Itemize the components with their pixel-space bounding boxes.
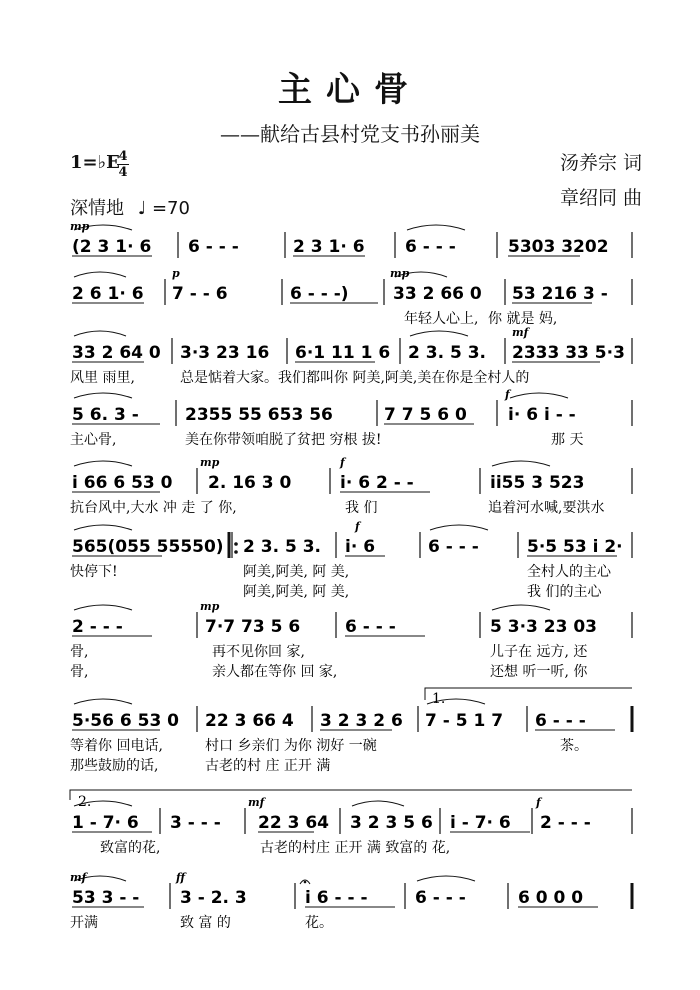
slur (452, 801, 510, 806)
lyric-line-2: 我 们的主心 (527, 584, 602, 600)
measure-notes: 3 2 3 2 6 (320, 711, 403, 731)
lyric-line-1: 古老的村庄 正开 满 致富的 花, (260, 840, 451, 856)
measure-notes: 5 6. 3 - (72, 405, 139, 425)
lyric-line-1: 开满 (70, 915, 98, 931)
slur (352, 801, 404, 806)
song-subtitle: ——献给古县村党支书孙丽美 (220, 122, 480, 146)
dynamic-mark: mp (390, 267, 410, 280)
volta-2-bracket (70, 790, 632, 800)
measure-notes: 33 2 64 0 (72, 343, 161, 363)
lyric-line-1: 风里 雨里, (70, 370, 135, 386)
staff-row-8 (70, 699, 632, 774)
lyric-line-2: 古老的村 庄 正开 满 (205, 758, 331, 774)
lyric-line-1: 抗台风中,大水 冲 走 了 你, (70, 500, 237, 516)
dynamic-mark: p (172, 267, 180, 280)
measure-notes: 5·56 6 53 0 (72, 711, 180, 731)
slur (542, 801, 600, 806)
slur (520, 876, 578, 881)
slur (174, 272, 232, 277)
lyric-line-1: 村口 乡亲们 为你 沏好 一碗 (205, 738, 377, 754)
lyric-line-1: 再不见你回 家, (212, 644, 305, 660)
measure-notes: i 6 - - - (305, 888, 368, 908)
dynamic-mark: f (340, 456, 345, 469)
lyric-line-1: 快停下! (70, 564, 118, 580)
measure-notes: 53 3 - - (72, 888, 140, 908)
measure-notes: 6 - - - (428, 537, 479, 557)
measure-notes: 7 7 5 6 0 (384, 405, 467, 425)
measure-notes: 3 - 2. 3 (180, 888, 247, 908)
dynamic-mark: mp (70, 220, 90, 233)
slur (510, 393, 568, 398)
slur (347, 605, 405, 610)
measure-notes: 6·1 11 1 6 (295, 343, 391, 363)
measure-notes: 2 - - - (540, 813, 591, 833)
lyric-line-1: 那 天 (551, 432, 584, 448)
slur (342, 461, 400, 466)
lyric-line-1: 茶。 (560, 738, 588, 754)
dynamic-mark: f (505, 388, 510, 401)
volta-2-label: 2. (78, 794, 92, 810)
measure-notes: (2 3 1· 6 (72, 237, 152, 257)
volta-1-label: 1. (432, 691, 446, 707)
quarter-note-icon: ♩ (137, 198, 147, 219)
slur (74, 331, 126, 336)
lyric-line-1: 等着你 回电话, (70, 738, 163, 754)
slur (386, 393, 444, 398)
repeat-dot (234, 542, 238, 546)
measure-notes: 2. 16 3 0 (208, 473, 292, 493)
measure-notes: 22 3 66 4 (205, 711, 294, 731)
slur (207, 699, 259, 704)
slur (74, 525, 132, 530)
measure-notes: 2 3. 5 3. (243, 537, 321, 557)
slur (74, 272, 126, 277)
lyric-line-1: 年轻人心上, (404, 311, 479, 327)
measure-notes: 7 - - 6 (172, 284, 228, 304)
staff-row-4 (70, 388, 632, 448)
slur (295, 225, 347, 230)
slur (510, 225, 562, 230)
dynamic-mark: mf (248, 796, 265, 809)
measure-notes: 6 - - -) (290, 284, 349, 304)
staff-row-7 (70, 600, 632, 680)
lyric-line-1: 总是惦着大家。我们都叫你 阿美,阿美,美在你是全村人的 (180, 370, 530, 386)
measure-notes: 6 - - - (405, 237, 456, 257)
dynamic-mark: ff (176, 871, 186, 884)
lyric-line-2: 还想 听一听, 你 (490, 664, 588, 680)
slur (417, 876, 475, 881)
fermata-dot (304, 881, 307, 884)
measure-notes: 6 - - - (345, 617, 396, 637)
meter-bottom: 4 (118, 165, 128, 180)
measure-notes: 3·3 23 16 (180, 343, 270, 363)
slur (307, 876, 365, 881)
dynamic-mark: mp (200, 456, 220, 469)
staff-row-2 (72, 267, 632, 327)
slur (537, 699, 595, 704)
measure-notes: 7 - 5 1 7 (425, 711, 504, 731)
measure-notes: 2 3. 5 3. (408, 343, 486, 363)
lyric-line-1: 儿子在 远方, 还 (490, 644, 588, 660)
measure-notes: ii55 3 523 (490, 473, 585, 493)
measure-notes: 33 2 66 0 (393, 284, 482, 304)
slur (292, 272, 350, 277)
measure-notes: 22 3 64 (258, 813, 329, 833)
measure-notes: 53 216 3 - (512, 284, 608, 304)
measure-notes: 565(055 55550) (72, 537, 224, 557)
volta-1-bracket (425, 688, 632, 700)
dynamic-mark: f (536, 796, 541, 809)
lyric-line-1: 你 就是 妈, (488, 311, 558, 327)
lyric-line-1: 全村人的主心 (527, 564, 611, 580)
dynamic-mark: mp (200, 600, 220, 613)
measure-notes: 3 - - - (170, 813, 221, 833)
slur (430, 525, 488, 530)
measure-notes: 5303 3202 (508, 237, 609, 257)
lyric-line-2: 亲人都在等你 回 家, (212, 664, 338, 680)
composer-credit: 章绍同 曲 (560, 187, 643, 209)
lyric-line-1: 骨, (70, 644, 89, 660)
slur (74, 461, 132, 466)
slur (410, 331, 468, 336)
lyric-line-2: 阿美,阿美, 阿 美, (243, 584, 350, 600)
measure-notes: 6 - - - (535, 711, 586, 731)
dynamic-mark: mf (70, 871, 87, 884)
staff-row-5 (70, 456, 632, 516)
measure-notes: 2333 33 5·3 (512, 343, 625, 363)
slur (514, 272, 572, 277)
lyric-line-1: 致富的花, (100, 840, 161, 856)
measure-notes: 6 0 0 0 (518, 888, 584, 908)
slur (322, 699, 374, 704)
repeat-dot (234, 550, 238, 554)
measure-notes: 2 - - - (72, 617, 123, 637)
measure-notes: 2 3 1· 6 (293, 237, 365, 257)
measure-notes: i 66 6 53 0 (72, 473, 173, 493)
measure-notes: i· 6 2 - - (340, 473, 414, 493)
tempo-text: 深情地 (70, 198, 124, 219)
staff-row-1 (70, 220, 632, 258)
key-signature: 1=♭E (70, 152, 120, 173)
measure-notes: 2 6 1· 6 (72, 284, 144, 304)
slur (187, 393, 245, 398)
staff-row-9 (72, 796, 632, 856)
measure-notes: i· 6 i - - (508, 405, 576, 425)
slur (74, 605, 132, 610)
slur (407, 225, 465, 230)
lyric-line-1: 美在你带领咱脱了贫把 穷根 拔! (185, 432, 382, 448)
dynamic-mark: f (355, 520, 360, 533)
song-title: 主心骨 (278, 70, 422, 110)
measure-notes: 6 - - - (415, 888, 466, 908)
lyric-line-1: 主心骨, (70, 432, 117, 448)
slur (182, 331, 234, 336)
slur (529, 525, 587, 530)
measure-notes: 2355 55 653 56 (185, 405, 333, 425)
slur (182, 876, 240, 881)
slur (347, 525, 375, 530)
slur (245, 525, 303, 530)
measure-notes: i· 6 (345, 537, 376, 557)
measure-notes: 3 2 3 5 6 (350, 813, 433, 833)
lyric-line-1: 我 们 (345, 500, 378, 516)
dynamic-mark: mf (512, 326, 529, 339)
measure-notes: 5·5 53 i 2· (527, 537, 623, 557)
lyric-line-1: 阿美,阿美, 阿 美, (243, 564, 350, 580)
lyric-line-1: 花。 (305, 915, 333, 931)
measure-notes: 1 - 7· 6 (72, 813, 139, 833)
lyric-line-1: 致 富 的 (180, 915, 231, 931)
slur (74, 699, 132, 704)
measure-notes: i - 7· 6 (450, 813, 511, 833)
tempo-value: =70 (151, 198, 190, 219)
lyricist-credit: 汤养宗 词 (560, 152, 643, 174)
lyric-line-2: 骨, (70, 664, 89, 680)
measure-notes: 5 3·3 23 03 (490, 617, 598, 637)
lyric-line-1: 追着河水喊,要洪水 (488, 500, 605, 516)
slur (297, 331, 355, 336)
slur (190, 225, 248, 230)
measure-notes: 7·7 73 5 6 (205, 617, 301, 637)
slur (74, 393, 132, 398)
slur (172, 801, 230, 806)
staff-row-10 (70, 871, 632, 931)
staff-row-3 (70, 326, 632, 386)
lyric-line-2: 那些鼓励的话, (70, 758, 159, 774)
staff-row-6 (70, 520, 632, 600)
measure-notes: 6 - - - (188, 237, 239, 257)
meter-top: 4 (118, 149, 128, 164)
slur (492, 461, 550, 466)
slur (260, 801, 300, 806)
slur (492, 605, 550, 610)
